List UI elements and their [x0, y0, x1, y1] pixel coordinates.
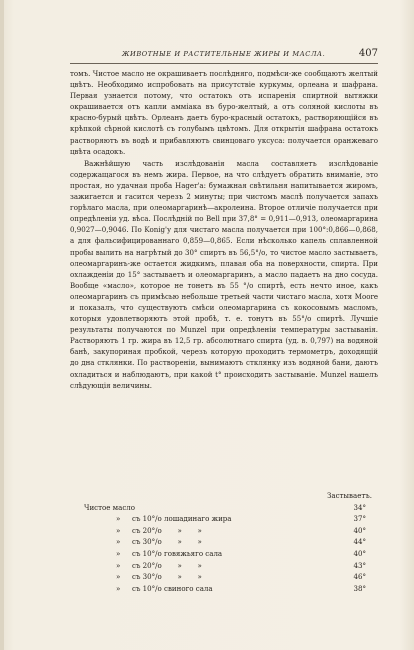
table-row — [70, 513, 378, 525]
row-value: 34° — [353, 502, 366, 512]
page-header — [70, 48, 378, 62]
ditto-mark: » — [116, 514, 121, 524]
row-value: 46° — [353, 572, 366, 582]
row-label: Чистое масло — [84, 502, 135, 512]
row-value: 44° — [353, 537, 366, 547]
row-label: съ 30°/о » » — [132, 537, 202, 547]
row-label: съ 10°/о свиного сала — [132, 583, 213, 593]
body-text — [70, 68, 378, 391]
paragraph: томъ. Чистое масло не окрашиваетъ послѣдняго, подмѣси-же сообщаютъ желтый цвѣтъ. Необходимо испробовать на присутствіе куркумы, орлеана и шафрана. Первая узнается потому, что остатокъ отъ испаренія спиртной вытяжки окрашивается отъ капли амміака въ буро-желтый, а отъ соляной кислоты въ красно-бурый цвѣтъ. Орлеанъ даетъ буро-красный остатокъ, растворяющійся въ крѣпкой сѣрной кислотѣ съ голубымъ цвѣтомъ. Для открытія шафрана остатокъ растворяютъ въ водѣ и прибавляютъ свинцоваго уксуса: получается оранжеваго цвѣта осадокъ. — [70, 69, 378, 156]
row-value: 43° — [353, 560, 366, 570]
ditto-mark: » — [116, 560, 121, 570]
ditto-mark: » — [116, 537, 121, 547]
row-value: 40° — [353, 525, 366, 535]
row-value: 37° — [353, 514, 366, 524]
solidification-table — [70, 490, 378, 594]
table-header-row — [70, 490, 378, 502]
row-label: съ 10°/о лошадинаго жира — [132, 514, 232, 524]
row-label: съ 20°/о » » — [132, 560, 202, 570]
row-label: съ 20°/о » » — [132, 525, 202, 535]
table-row — [70, 571, 378, 583]
running-head: ЖИВОТНЫЕ И РАСТИТЕЛЬНЫЕ ЖИРЫ И МАСЛА. — [122, 50, 326, 58]
table-row — [70, 536, 378, 548]
page-edge — [0, 0, 4, 650]
column-header: Застываетъ. — [326, 491, 372, 500]
row-value: 40° — [353, 548, 366, 558]
table-row — [70, 548, 378, 560]
row-value: 38° — [353, 583, 366, 593]
page-number: 407 — [358, 48, 378, 59]
ditto-mark: » — [116, 525, 121, 535]
paragraph: Важнѣйшую часть изслѣдованія масла составляетъ изслѣдованіе содержащагося въ немъ жира. Первое, на что слѣдуетъ обратить вниманіе, это простая, но удачная проба Hager'a: бумажная свѣтильня напитывается жиромъ, зажигается и гасится черезъ 2 минуты; при чистомъ маслѣ получается запахъ горѣлаго масла, при олеомаргаринѣ—акролеина. Второе отличіе получается при опредѣленіи уд. вѣса. Послѣдній по Bell при 37,8° = 0,911—0,913, олеомаргарина 0,9027—0,9046. По Konig'у для чистаго масла получается при 100°:0,866—0,868, а для фальсифицированнаго 0,859—0,865. Если нѣсколько капель сплавленной пробы вылить на нагрѣтый до 30° спиртъ въ 56,5°/о, то чистое масло застываетъ, олеомаргаринъ-же остается жидкимъ, плавая оба на поверхности, спирта. При охлажденіи до 15° застываетъ и олеомаргаринъ, а масло падаетъ на дно сосуда. Вообще «масло», которое не тонетъ въ 55 °/о спиртѣ, есть нечто иное, какъ олеомаргаринъ съ примѣсью небольше третьей части чистаго масла, хотя Moore и показалъ, что существуютъ смѣси олеомаргарина съ кокосовымъ масломъ, которыя удовлетворяютъ этой пробѣ, т. е. тонутъ въ 55°/о спиртѣ. Лучшіе результаты получаются по Munzel при опредѣленіи температуры застыванія. Растворяютъ 1 гр. жира въ 12,5 гр. абсолютнаго спирта (уд. в. 0,797) на водяной банѣ, закупориная пробкой, черезъ которую проходитъ термометръ, доходящій до дна стклянки. По раствореніи, вынимаютъ стклянку изъ водяной бани, даютъ охладиться и наблюдаютъ, при какой t° происходитъ застываніе. Munzel нашелъ слѣдующія величины. — [70, 158, 378, 390]
table-row — [70, 502, 378, 514]
header-rule — [70, 63, 378, 64]
ditto-mark: » — [116, 583, 121, 593]
ditto-mark: » — [116, 548, 121, 558]
table-row — [70, 583, 378, 595]
table-row — [70, 560, 378, 572]
row-label: съ 10°/о говяжьяго сала — [132, 548, 223, 558]
ditto-mark: » — [116, 572, 121, 582]
row-label: съ 30°/о » » — [132, 572, 202, 582]
table-row — [70, 525, 378, 537]
